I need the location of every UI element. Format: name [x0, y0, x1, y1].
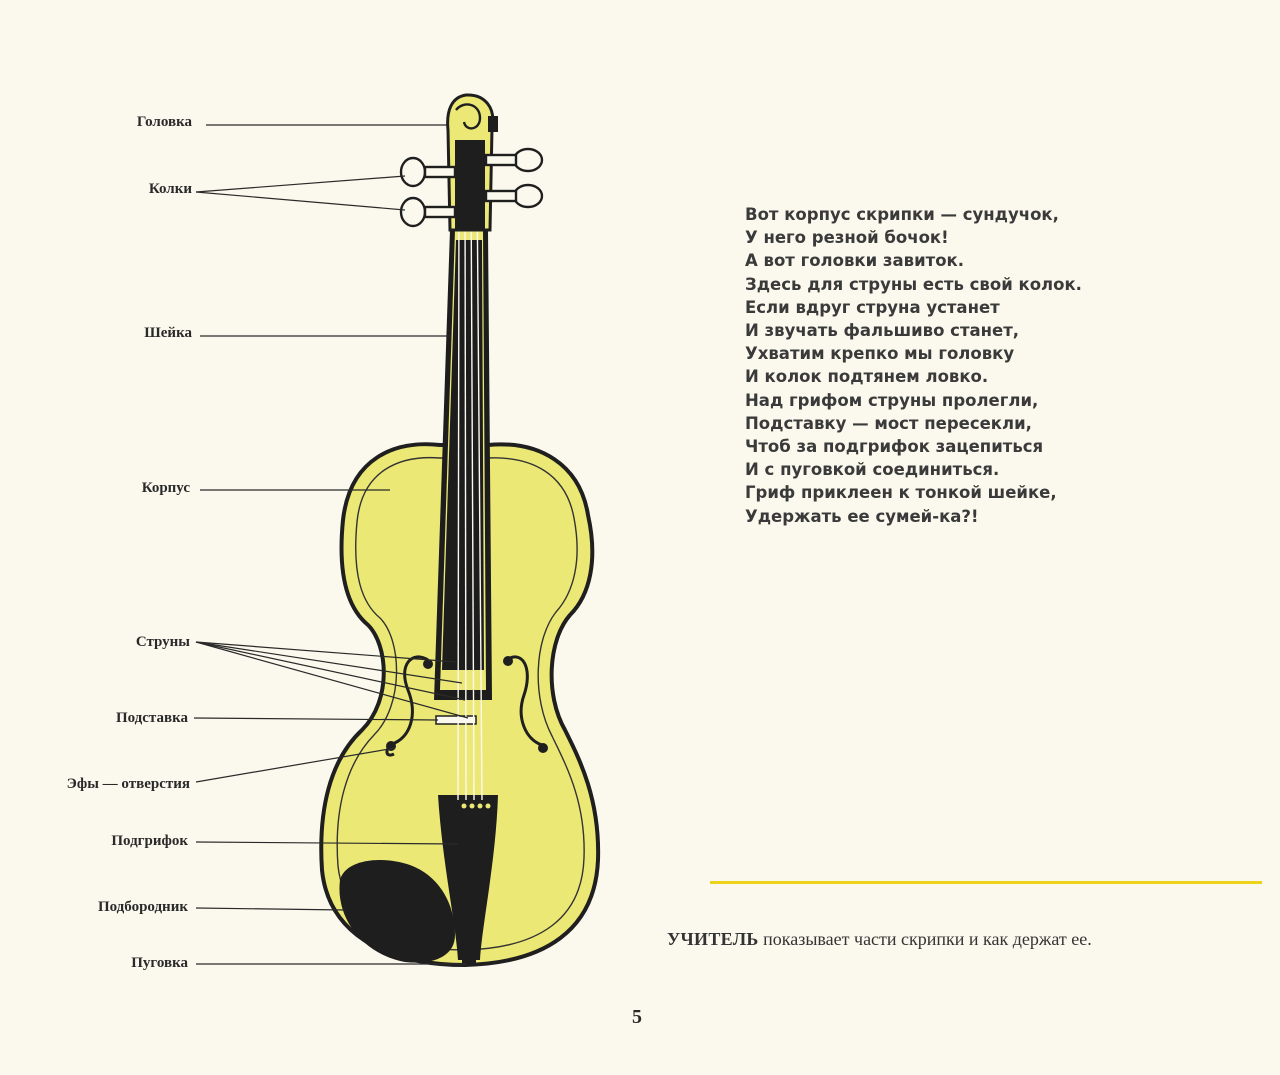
label-podgrifok: Подгрифок — [111, 833, 188, 849]
poem-line: Над грифом струны пролегли, — [745, 390, 1039, 410]
accent-divider — [710, 881, 1262, 884]
teacher-note-text: показывает части скрипки и как держат ее. — [758, 929, 1092, 949]
poem-line: Чтоб за подгрифок зацепиться — [745, 437, 1044, 457]
poem-line: Удержать ее сумей-ка?! — [745, 506, 979, 526]
poem-line: И звучать фальшиво станет, — [745, 321, 1020, 341]
violin-endbutton — [462, 958, 476, 966]
label-golovka: Головка — [136, 114, 192, 130]
poem-line: Здесь для струны есть свой колок. — [745, 274, 1082, 294]
poem-line: Подставку — мост пересекли, — [745, 413, 1032, 433]
poem — [745, 203, 1082, 528]
poem-line: Ухватим крепко мы головку — [745, 344, 1015, 364]
poem-line: И колок подтянем ловко. — [745, 367, 989, 387]
label-korpus: Корпус — [141, 480, 190, 496]
poem-line: У него резной бочок! — [745, 228, 949, 248]
label-sheyka: Шейка — [144, 325, 192, 341]
label-podborodnik: Подбородник — [97, 899, 188, 915]
poem-line: Если вдруг струна устанет — [745, 297, 1000, 317]
label-podstavka: Подставка — [115, 710, 188, 726]
teacher-note-caps: УЧИТЕЛЬ — [667, 929, 759, 949]
poem-line: Вот корпус скрипки — сундучок, — [745, 205, 1059, 224]
teacher-note — [667, 929, 1092, 950]
violin-bridge — [436, 716, 476, 724]
label-pugovka: Пуговка — [131, 955, 188, 971]
label-efy: Эфы — отверстия — [66, 776, 190, 792]
page-number: 5 — [632, 1006, 642, 1028]
poem-line: Гриф приклеен к тонкой шейке, — [745, 483, 1057, 503]
poem-line: И с пуговкой соединиться. — [745, 460, 1000, 480]
poem-line: А вот головки завиток. — [745, 251, 965, 271]
label-struny: Струны — [135, 634, 190, 650]
label-kolki: Колки — [148, 181, 192, 197]
violin-neck — [434, 230, 492, 700]
